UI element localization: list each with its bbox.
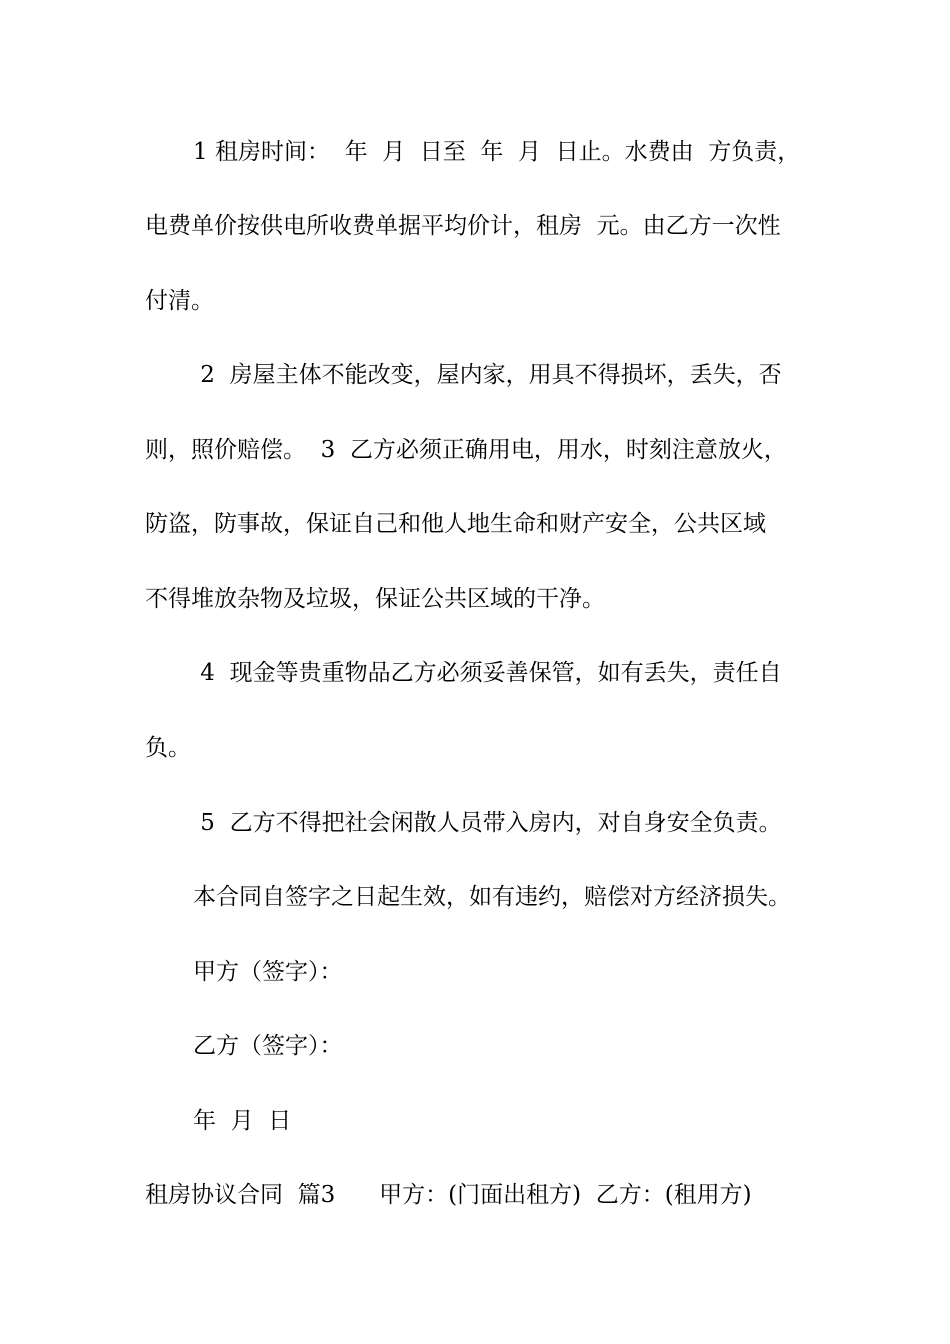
paragraph-2-line-3: 防盗，防事故，保证自己和他人地生命和财产安全，公共区域 xyxy=(145,511,766,537)
paragraph-2-line-4: 不得堆放杂物及垃圾，保证公共区域的干净。 xyxy=(145,586,605,612)
paragraph-5: 5 乙方不得把社会闲散人员带入房内，对自身安全负责。 xyxy=(193,810,782,836)
paragraph-1-line-1: 1 租房时间： 年 月 日至 年 月 日止。水费由 方负责， xyxy=(193,139,801,165)
paragraph-2-line-1: 2 房屋主体不能改变，屋内家，用具不得损坏，丢失，否 xyxy=(193,362,782,388)
paragraph-1-line-2: 电费单价按供电所收费单据平均价计，租房 元。由乙方一次性 xyxy=(145,213,781,239)
next-contract-heading: 租房协议合同 篇3 甲方：(门面出租方) 乙方：(租用方) xyxy=(145,1182,752,1208)
paragraph-2-line-2: 则，照价赔偿。 3 乙方必须正确用电，用水，时刻注意放火， xyxy=(145,437,787,463)
party-a-signature: 甲方（签字）： xyxy=(193,959,343,985)
party-b-signature: 乙方（签字）： xyxy=(193,1033,343,1059)
paragraph-4-line-2: 负。 xyxy=(145,735,191,761)
paragraph-1-line-3: 付清。 xyxy=(145,288,214,314)
paragraph-4-line-1: 4 现金等贵重物品乙方必须妥善保管，如有丢失，责任自 xyxy=(193,660,782,686)
date-line: 年 月 日 xyxy=(193,1108,292,1134)
effective-clause: 本合同自签字之日起生效，如有违约，赔偿对方经济损失。 xyxy=(193,884,791,910)
